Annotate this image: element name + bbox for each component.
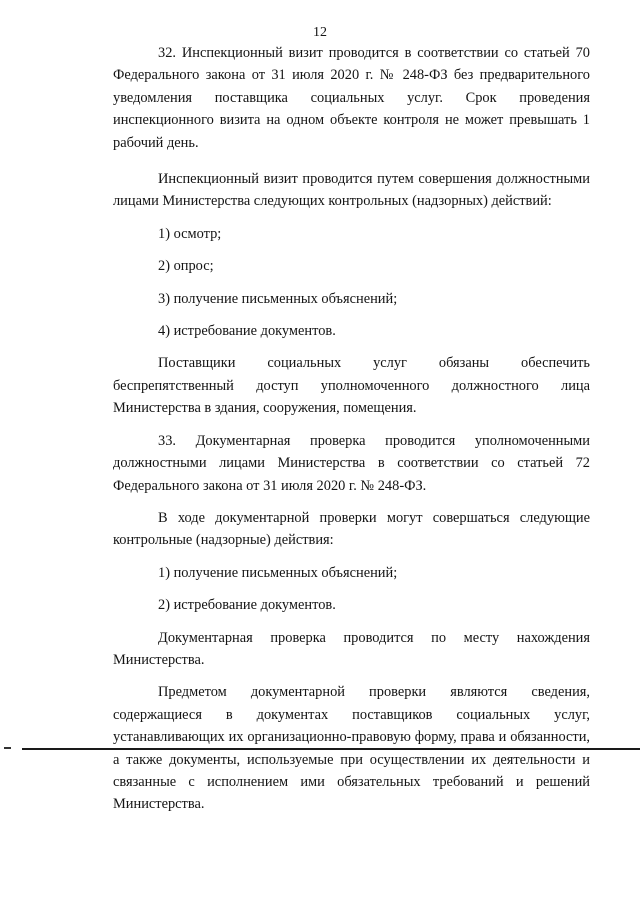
list-item: 1) получение письменных объяснений; xyxy=(158,564,398,581)
list-item: 4) истребование документов. xyxy=(158,323,336,340)
paragraph-32: 32. Инспекционный визит проводится в соответствии со статьей 70 Федерального закона от 31 июля 2020 г. № 248-ФЗ без предварительного уведомления поставщика социальных услуг. Срок проведения инспекционного визита на одном объекте контроля не может превышать 1 рабочий день. xyxy=(113,45,590,151)
paragraph-33-subject: Предметом документарной проверки являются сведения, содержащиеся в документах поставщиков социальных услуг, устанавливающих их организационно-правовую форму, права и обязанности, а также документы, используемые при осуществлении их деятельности и связанные с исполнением ими обязательных требований и решений Министерства. xyxy=(113,684,590,813)
list-item: 1) осмотр; xyxy=(158,225,222,242)
horizontal-rule xyxy=(22,748,640,750)
paragraph-32-access: Поставщики социальных услуг обязаны обеспечить беспрепятственный доступ уполномоченного должностного лица Министерства в здания, сооружения, помещения. xyxy=(113,355,590,417)
paragraph-33-location: Документарная проверка проводится по месту нахождения Министерства. xyxy=(113,629,590,668)
list-item: 3) получение письменных объяснений; xyxy=(158,290,398,307)
list-item: 2) опрос; xyxy=(158,258,214,275)
scan-mark xyxy=(4,747,11,749)
paragraph-32-inspection-actions: Инспекционный визит проводится путем совершения должностными лицами Министерства следующих контрольных (надзорных) действий: xyxy=(113,171,590,210)
list-item: 2) истребование документов. xyxy=(158,597,336,614)
document-body xyxy=(113,42,590,816)
paragraph-33-actions: В ходе документарной проверки могут совершаться следующие контрольные (надзорные) действия: xyxy=(113,509,590,549)
page-number: 12 xyxy=(313,25,327,40)
paragraph-33: 33. Документарная проверка проводится уполномоченными должностными лицами Министерства в соответствии со статьей 72 Федерального закона от 31 июля 2020 г. № 248-ФЗ. xyxy=(113,432,590,494)
